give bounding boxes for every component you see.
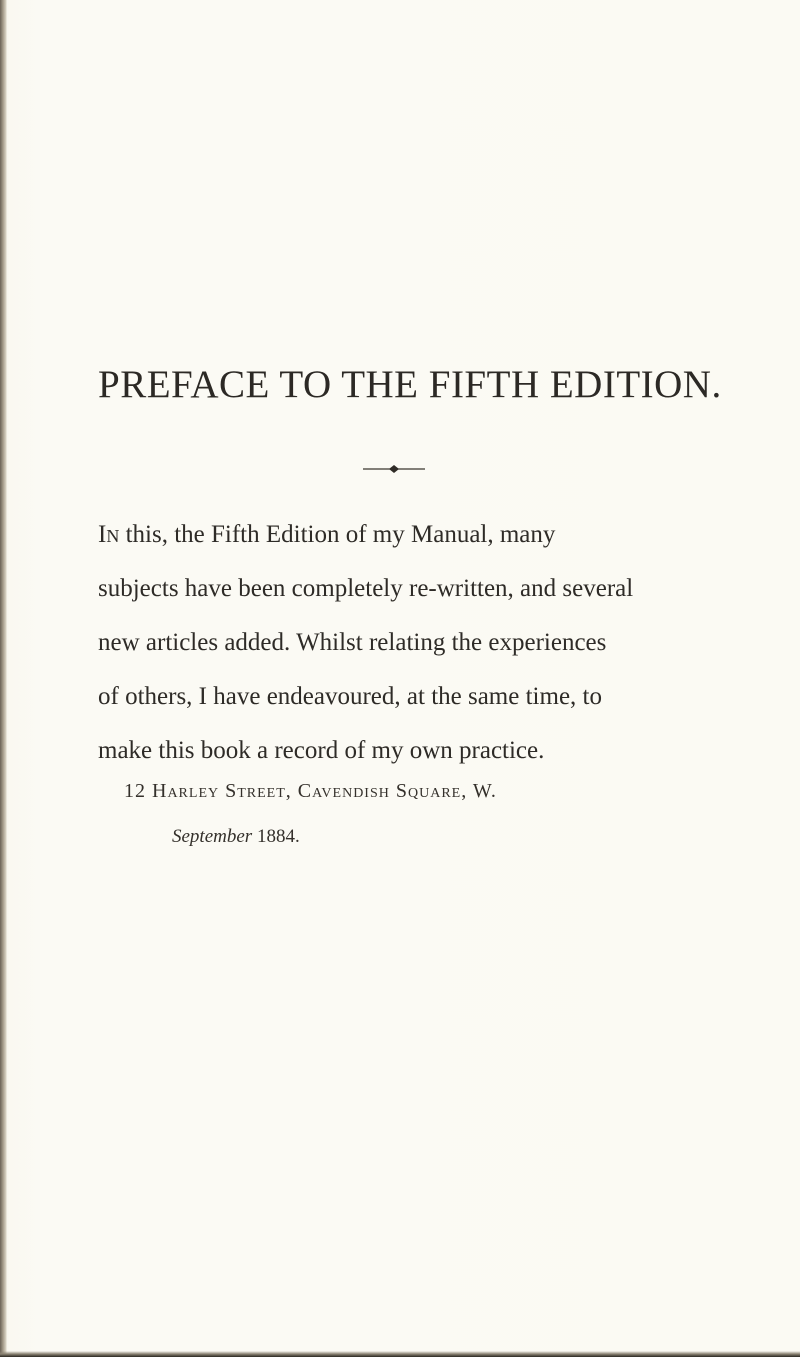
drop-initial: In — [98, 521, 120, 548]
date-month: September — [172, 826, 253, 847]
date-year: 1884. — [256, 826, 300, 847]
diamond-rule-icon — [363, 464, 425, 474]
page-title: PREFACE TO THE FIFTH EDITION. — [98, 363, 722, 406]
paragraph-line-2: subjects have been completely re-written, and several — [98, 575, 634, 602]
binding-edge — [0, 0, 7, 1357]
paragraph-line-3: new articles added. Whilst relating the experiences — [98, 629, 607, 656]
bottom-edge — [0, 1351, 800, 1357]
preface-date — [172, 826, 300, 848]
paragraph-line-4: of others, I have endeavoured, at the same time, to — [98, 683, 602, 710]
ornamental-rule — [363, 464, 425, 474]
preface-paragraph — [98, 508, 738, 778]
paragraph-line-1 — [98, 508, 738, 562]
author-address: 12 Harley Street, Cavendish Square, W. — [124, 780, 497, 802]
paragraph-line-1-text: this, the Fifth Edition of my Manual, many — [119, 521, 556, 548]
paragraph-line-5: make this book a record of my own practice. — [98, 737, 545, 764]
